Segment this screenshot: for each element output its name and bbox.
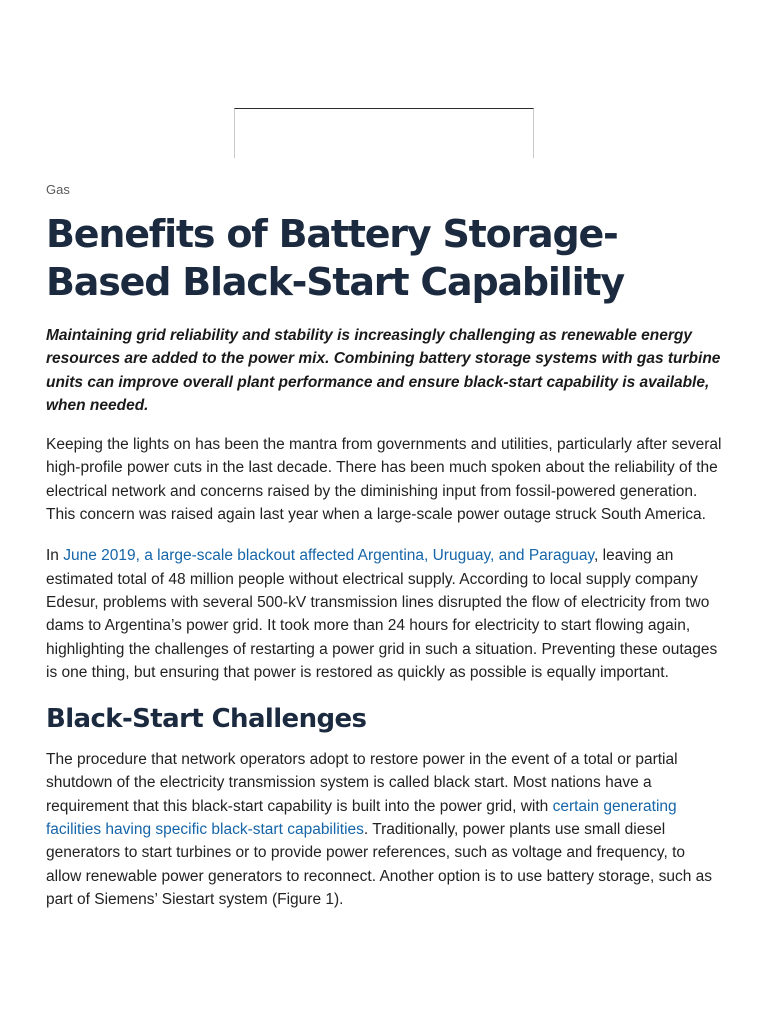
paragraph-2-intro: In	[46, 547, 64, 565]
article-lede: Maintaining grid reliability and stability is increasingly challenging as renewable energy resources are added to the power mix. Combining battery storage systems with gas turbine units can improve overall plant performance and ensure black-start capability is available, when needed.	[46, 327, 721, 414]
paragraph-2	[46, 544, 722, 684]
article-title: Benefits of Battery Storage-Based Black-Start Capability	[46, 212, 624, 304]
category-label	[46, 180, 722, 200]
blackout-2019-link[interactable]: June 2019, a large-scale blackout affected Argentina, Uruguay, and Paraguay	[63, 547, 595, 565]
paragraph-3	[46, 748, 722, 911]
paragraph-2-text: , leaving an estimated total of 48 million people without electrical supply. According to local supply company Edesur, problems with several 500-kV transmission lines disrupted the flow of electricity from two dams to Argentina’s power grid. It took more than 24 hours for electricity to start flowing again, highlighting the challenges of restarting a power grid in such a situation. Preventing these outages is one thing, but ensuring that power is restored as quickly as possible is equally important.	[46, 547, 718, 681]
black-start-facilities-link[interactable]: certain generating facilities having specific black-start capabilities	[46, 797, 677, 839]
category-link[interactable]: Gas	[46, 182, 70, 197]
paragraph-3-text: . Traditionally, power plants use small diesel generators to start turbines or to provide power references, such as voltage and frequency, to allow renewable power generators to reconnect. Another option is to use battery storage, such as part of Siemens’ Siestart system (Figure 1).	[46, 821, 713, 908]
ad-placeholder-frame	[234, 108, 534, 158]
paragraph-3-intro: The procedure that network operators adopt to restore power in the event of a total or partial shutdown of the electricity transmission system is called black start. Most nations have a requirement that this black-start capability is built into the power grid, with	[46, 751, 678, 815]
section-heading-black-start-challenges: Black-Start Challenges	[46, 704, 367, 735]
paragraph-1: Keeping the lights on has been the mantra from governments and utilities, particularly after several high-profile power cuts in the last decade. There has been much spoken about the reliability of the electrical network and concerns raised by the diminishing input from fossil-powered generation. This concern was raised again last year when a large-scale power outage struck South America.	[46, 436, 722, 524]
article	[46, 180, 722, 929]
